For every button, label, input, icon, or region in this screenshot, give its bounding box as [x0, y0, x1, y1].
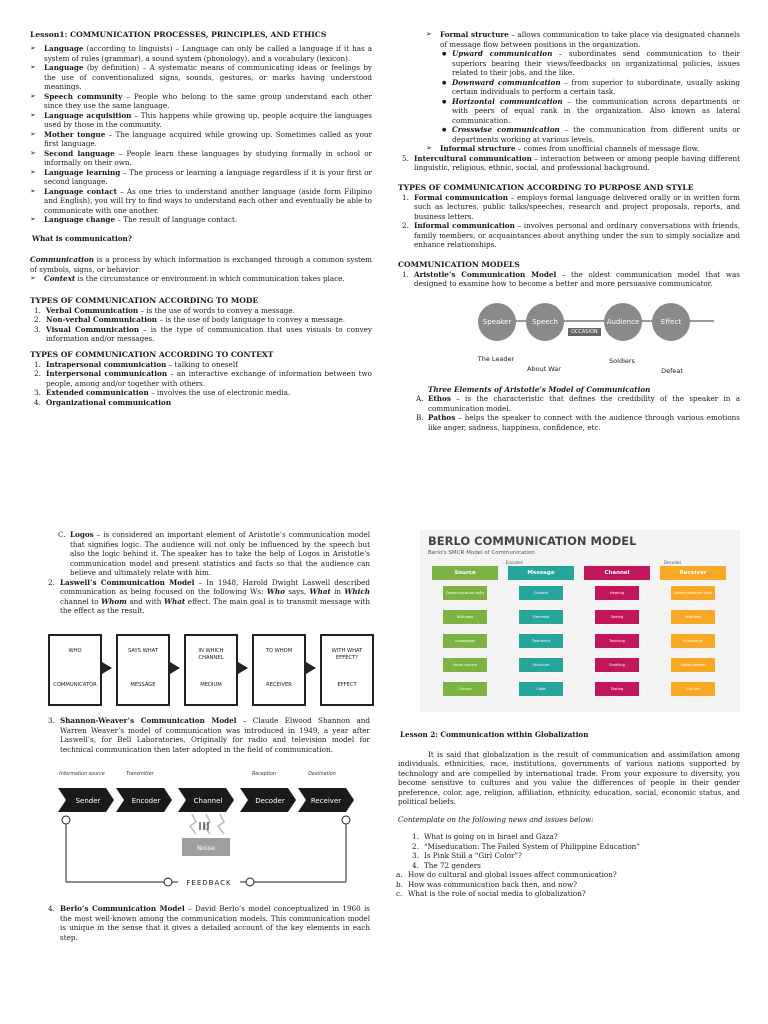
sw-label-info-source: Information source: [59, 772, 105, 777]
item-def: – is the use of body language to convey a message.: [157, 315, 345, 325]
term-def: – The language acquired while growing up. Sometimes called as your first language.: [44, 129, 373, 149]
terms-list: [30, 44, 372, 225]
laswell-box-bottom: COMMUNICATOR: [53, 682, 97, 688]
berlo-item: [44, 904, 370, 942]
laswell-list: [44, 578, 370, 616]
laswell-in: in: [330, 587, 345, 596]
aristotle-term: Aristotle’s Communication Model: [414, 269, 557, 279]
item-number: 2.: [402, 221, 409, 231]
item-text: How was communication back then, and now?: [408, 879, 578, 889]
berlo-item: Social system: [443, 658, 487, 672]
sw-node-channel: Channel: [193, 797, 223, 805]
item-def: – helps the speaker to connect with the audience through various emotions like anger, sadness, happiness, confidence, etc.: [428, 413, 740, 432]
laswell-box: [252, 634, 306, 706]
berlo-item: Attitudes: [671, 610, 715, 624]
context-item: [30, 274, 372, 284]
item-number: a.: [396, 870, 403, 879]
term-item: [30, 44, 372, 63]
berlo-number: 4.: [48, 904, 55, 913]
list-item: [408, 861, 740, 871]
term-def: – This happens while growing up, people acquire the languages used by those in the community.: [44, 110, 372, 130]
laswell-and: and with: [126, 596, 164, 606]
berlo-def: – David Berlo’s model conceptualized in 1960 is the most well-known among the communication models. This communication model is unique in the sense that it gives a detailed account of the key elements in each step.: [60, 904, 370, 942]
item-term: Verbal Communication: [46, 305, 139, 315]
item-number: 2.: [412, 841, 419, 851]
term-item: [30, 111, 372, 130]
item-number: 1.: [412, 832, 419, 841]
item-term: Organizational communication: [46, 397, 172, 407]
berlo-column-head: [660, 566, 726, 580]
item-term: Extended communication: [46, 388, 149, 398]
laswell-arrow-icon: [306, 662, 316, 674]
item-number: c.: [396, 889, 403, 898]
berlo-column-head-label: Message: [527, 570, 555, 576]
shannon-weaver-svg: [58, 770, 358, 894]
item-term: Ethos: [428, 394, 451, 404]
item-term: Intrapersonal communication: [46, 359, 167, 369]
laswell-box-bottom: MESSAGE: [130, 682, 156, 688]
berlo-item: Culture: [443, 682, 487, 696]
sw-label-transmitter: Transmitter: [126, 772, 154, 777]
shannon-number: 3.: [48, 716, 55, 725]
laswell-box: [184, 634, 238, 706]
laswell-who: Who: [266, 587, 285, 596]
berlo-column-head: [508, 566, 574, 580]
berlo-item: Seeing: [595, 610, 639, 624]
list-item: [30, 369, 372, 388]
item-term: Interpersonal communication: [46, 369, 168, 379]
item-number: 3.: [34, 324, 41, 334]
lesson2-paragraph: It is said that globalization is the result of communication and assimilation among individuals, ethnicities, race, institutions, governments of various nations supported by technology and are compelled by international trade. From your exposure to diversity, you become sensitive to cultures and you value the differences of people in their gender preference, color, age, religion, affiliation, ethnicity, education, social, economic status, and political beliefs.: [398, 749, 740, 806]
contemplate-line: Contemplate on the following news and issues below:: [398, 814, 594, 824]
item-def: – involves the use of electronic media.: [148, 388, 291, 398]
laswell-box-top: IN WHICH CHANNEL: [198, 648, 224, 661]
shannon-weaver-diagram: [58, 770, 358, 894]
list-item: [408, 851, 740, 861]
laswell-arrow-icon: [102, 662, 112, 674]
term-name: Language change: [44, 215, 116, 225]
page2-right-text: [398, 730, 740, 899]
formal-sub-list: [440, 49, 740, 144]
logos-letter: C.: [58, 530, 66, 539]
laswell-box-top: WITH WHAT EFFECT?: [331, 648, 363, 661]
item-text: The 72 genders: [424, 860, 481, 870]
berlo-encodes: Encodes: [506, 560, 523, 565]
berlo-item: Elements: [519, 610, 563, 624]
shannon-term: Shannon-Weaver’s Communication Model: [60, 716, 237, 725]
item-text: How do cultural and global issues affect communication?: [408, 870, 617, 879]
aristotle-node-effect: Effect: [652, 303, 690, 341]
questions-list: [392, 870, 740, 899]
logos-list: [54, 530, 370, 578]
sw-feedback-up-icon: [62, 816, 70, 824]
formal-sub-term: Horizontal communication: [452, 96, 563, 106]
context-term: Context: [44, 274, 76, 284]
laswell-box-top: SAYS WHAT: [128, 648, 158, 654]
laswell-box-bottom: RECEIVER: [266, 682, 292, 688]
term-def: (according to linguists) – Language can only be called a language if it has a system of rules (grammar), a sound system (phonology), and a vocabulary (lexicon).: [44, 44, 372, 63]
sw-node-decoder: Decoder: [255, 797, 285, 805]
berlo-column-head: [432, 566, 498, 580]
aristotle-label-war: About War: [527, 364, 561, 373]
communication-definition: [30, 255, 372, 274]
term-item: [30, 149, 372, 168]
term-name: Second language: [44, 148, 115, 158]
term-name: Language acquisition: [44, 110, 132, 120]
mode-heading: TYPES OF COMMUNICATION ACCORDING TO MODE: [30, 295, 259, 305]
laswell-term: Laswell’s Communication Model: [60, 577, 195, 587]
three-elements-title: Three Elements of Aristotle’s Model of Communication: [428, 384, 651, 394]
item-number: 3.: [34, 388, 41, 398]
page1-left-column: [30, 30, 372, 407]
list-item: [30, 398, 372, 408]
item-def: – an interactive exchange of information between two people, among and/or together with others.: [46, 369, 372, 388]
term-def: – The process or learning a language regardless if it is your first or second language.: [44, 167, 372, 187]
intercultural-def: – interaction between or among people having different linguistic, religious, ethnic, social, and professional background.: [414, 153, 740, 172]
berlo-item: Smelling: [595, 658, 639, 672]
laswell-what: What: [309, 587, 331, 596]
shannon-def: – Claude Elwood Shannon and Warren Weaver’s model of communication was introduced in 1949, a year after Laswell’s, for Bell Laboratories. Originally for radio and television model for technical communication then later adopted in the field of communication.: [60, 716, 370, 754]
aristotle-number: 1.: [402, 269, 409, 279]
laswell-diagram: [48, 634, 370, 706]
logos-term: Logos: [70, 530, 94, 539]
lesson1-title: Lesson1: COMMUNICATION PROCESSES, PRINCIPLES, AND ETHICS: [30, 30, 327, 39]
item-def: – is the use of words to convey a message.: [138, 305, 295, 315]
purpose-list: [398, 193, 740, 250]
shannon-text: [44, 716, 370, 754]
term-item: [30, 130, 372, 149]
structure-list: [398, 30, 740, 154]
list-item: [408, 832, 740, 842]
list-item: [30, 315, 372, 325]
aristotle-node-speaker: Speaker: [478, 303, 516, 341]
item-number: B.: [416, 413, 424, 423]
berlo-item: Hearing: [595, 586, 639, 600]
intercultural-list: [398, 154, 740, 173]
formal-sub-def: – the communication across departments or with peers of equal rank in the organization. Also known as lateral communication.: [452, 96, 740, 125]
what-is-communication: What is communication?: [32, 233, 132, 243]
berlo-item: Code: [519, 682, 563, 696]
aristotle-label-soldiers: Soldiers: [609, 356, 635, 365]
berlo-text: [44, 904, 370, 942]
berlo-list: [44, 904, 370, 942]
formal-sub-item: [440, 97, 740, 126]
term-item: [30, 168, 372, 187]
term-name: Speech community: [44, 91, 123, 101]
laswell-item: [44, 578, 370, 616]
item-term: Formal communication: [414, 192, 508, 202]
term-item: [30, 92, 372, 111]
sw-feedback-right-icon: [246, 878, 254, 886]
berlo-item: Content: [519, 586, 563, 600]
formal-sub-item: [440, 49, 740, 78]
laswell-def-1: – In 1948, Harold Dwight Laswell described communication as being focused on the following Ws:: [60, 577, 371, 596]
laswell-box-bottom: EFFECT: [337, 682, 357, 688]
aristotle-item: [398, 270, 740, 289]
page1-right-column: [398, 30, 740, 432]
item-text: What is the role of social media to globalization?: [408, 889, 586, 898]
item-def: – talking to oneself: [166, 359, 238, 369]
sw-node-sender: Sender: [75, 797, 101, 805]
laswell-arrow-icon: [238, 662, 248, 674]
berlo-item: Communication skills: [443, 586, 487, 600]
item-number: 3.: [412, 851, 419, 860]
formal-structure-term: Formal structure: [440, 30, 509, 39]
item-term: Non-verbal Communication: [46, 315, 158, 325]
item-number: b.: [396, 879, 403, 889]
laswell-box: [320, 634, 374, 706]
term-def: – People learn these languages by studying formally in school or informally on their own.: [44, 148, 372, 168]
item-number: 4.: [412, 860, 419, 870]
item-number: 4.: [34, 397, 41, 407]
laswell-what-effect: What: [163, 596, 186, 606]
item-number: 2.: [34, 315, 41, 325]
sw-feedback-label: FEEDBACK: [186, 879, 232, 887]
item-term: Informal communication: [414, 221, 515, 231]
berlo-item: Culture: [671, 682, 715, 696]
list-item: [412, 394, 740, 413]
item-number: 2.: [34, 369, 41, 379]
sw-label-reception: Reception: [251, 772, 277, 777]
item-number: 1.: [402, 192, 409, 202]
mode-list: [30, 306, 372, 344]
sw-node-encoder: Encoder: [131, 797, 161, 805]
list-item: [30, 306, 372, 316]
berlo-column-head-label: Receiver: [679, 570, 707, 576]
aristotle-label-defeat: Defeat: [661, 366, 683, 375]
berlo-column-head-label: Channel: [604, 570, 630, 576]
aristotle-node-audience: Audience: [604, 303, 642, 341]
laswell-channel: channel to: [60, 596, 102, 606]
list-item: [392, 880, 740, 890]
informal-structure-def: – comes from unofficial channels of message flow.: [515, 144, 700, 153]
informal-structure-term: Informal structure: [440, 144, 516, 153]
elements-list: [412, 394, 740, 432]
sw-noise-bolts: [190, 814, 224, 834]
formal-structure-def: – allows communication to take place via designated channels of message flow between positions in the organization.: [440, 30, 740, 49]
berlo-item: Communication skills: [671, 586, 715, 600]
item-number: A.: [416, 394, 424, 404]
occasion-tag: OCCASION: [568, 328, 601, 337]
aristotle-node-speech: Speech: [526, 303, 564, 341]
item-def: – is the characteristic that defines the credibility of the speaker in a communication model.: [428, 394, 740, 413]
formal-sub-def: – the communication from different units or departments working at various levels.: [452, 125, 740, 144]
formal-sub-term: Crosswise communication: [452, 125, 560, 134]
item-text: “Miseducation: The Failed System of Philippine Education”: [424, 841, 640, 851]
berlo-column-head-label: Source: [454, 570, 476, 576]
formal-sub-def: – from superior to subordinate, usually asking certain individuals to perform a certain task.: [452, 77, 740, 96]
laswell-number: 2.: [48, 577, 55, 587]
shannon-item: [44, 716, 370, 754]
berlo-diagram-subtitle: Berlo's SMCR Model of Communication: [428, 550, 535, 556]
shannon-list: [44, 716, 370, 754]
berlo-column-head: [584, 566, 650, 580]
laswell-box: [48, 634, 102, 706]
formal-structure-item: [426, 30, 740, 144]
list-item: [30, 360, 372, 370]
list-item: [398, 221, 740, 250]
item-term: Pathos: [428, 413, 456, 423]
list-item: [30, 325, 372, 344]
context-types-list: [30, 360, 372, 408]
list-item: [30, 388, 372, 398]
news-list: [408, 832, 740, 870]
item-def: – employs formal language delivered orally or in written form such as lectures, public talks/speeches, research and project proposals, reports, and business letters.: [414, 192, 740, 221]
laswell-says: says,: [284, 587, 310, 596]
berlo-diagram-title: BERLO COMMUNICATION MODEL: [428, 534, 637, 548]
context-list: [30, 274, 372, 284]
formal-sub-item: [440, 125, 740, 144]
intercultural-number: 5.: [402, 153, 409, 163]
formal-sub-def: – subordinates send communication to their superiors bearing their views/feedbacks on organizational policies, issues related to their jobs, and the like.: [452, 49, 741, 77]
berlo-item: Structure: [519, 658, 563, 672]
laswell-tail: effect. The main goal is to transmit message with the effect as the result.: [60, 596, 370, 615]
context-heading: TYPES OF COMMUNICATION ACCORDING TO CONTEXT: [30, 349, 274, 359]
berlo-diagram: [420, 530, 740, 712]
berlo-decodes: Decodes: [664, 560, 682, 565]
term-name: Mother tongue: [44, 129, 106, 139]
laswell-box-bottom: MEDIUM: [200, 682, 222, 688]
term-item: [30, 215, 372, 225]
list-item: [392, 870, 740, 880]
page2-left-column: [44, 530, 370, 616]
lesson2-title: Lesson 2: Communication within Globalization: [400, 730, 589, 739]
berlo-item: Treatment: [519, 634, 563, 648]
item-text: What is going on in Israel and Gaza?: [424, 832, 558, 841]
models-heading: COMMUNICATION MODELS: [398, 259, 520, 269]
item-term: Visual Communication: [46, 324, 140, 334]
berlo-item: Attitudes: [443, 610, 487, 624]
laswell-arrow-icon: [170, 662, 180, 674]
berlo-item: Knowledge: [443, 634, 487, 648]
item-number: 1.: [34, 359, 41, 369]
sw-noise-label: Noise: [196, 844, 216, 852]
term-name: Language: [44, 63, 84, 73]
berlo-term: Berlo’s Communication Model: [60, 904, 185, 913]
berlo-item: Knowledge: [671, 634, 715, 648]
laswell-which: Which: [344, 587, 370, 596]
aristotle-label-leader: The Leader: [477, 354, 515, 363]
laswell-box: [116, 634, 170, 706]
term-name: Language contact: [44, 186, 117, 196]
list-item: [408, 842, 740, 852]
formal-sub-term: Downward communication: [452, 77, 561, 87]
aristotle-def: – the oldest communication model that was designed to examine how to become a better and more persuasive communicator.: [414, 269, 740, 289]
term-def: – The result of language contact.: [115, 215, 238, 225]
formal-sub-term: Upward communication: [452, 49, 553, 58]
logos-item: [54, 530, 370, 578]
laswell-box-top: WHO: [68, 648, 82, 654]
purpose-heading: TYPES OF COMMUNICATION ACCORDING TO PURPOSE AND STYLE: [398, 182, 694, 192]
sw-feedback-left-icon: [164, 878, 172, 886]
laswell-box-top: TO WHOM: [265, 648, 293, 654]
communication-term: Communication: [30, 255, 95, 265]
sw-label-destination: Destination: [308, 772, 336, 777]
term-def: – People who belong to the same group understand each other since they use the same language.: [44, 91, 372, 111]
sw-feedback-down-icon: [342, 816, 350, 824]
berlo-item: Tasting: [595, 682, 639, 696]
intercultural-term: Intercultural communication: [414, 153, 532, 163]
item-number: 1.: [34, 305, 41, 315]
term-item: [30, 63, 372, 92]
context-def: is the circumstance or environment in which communication takes place.: [75, 274, 345, 284]
aristotle-list: [398, 270, 740, 289]
item-def: – involves personal and ordinary conversations with friends, family members, or acquaintances about anything under the sun to simply socialize and enhance relationships.: [414, 221, 741, 250]
term-def: – As one tries to understand another language (aside form Filipino and English), you will try to find ways to understand each other and eventually be able to communicate with one another.: [44, 186, 372, 215]
list-item: [392, 889, 740, 899]
aristotle-diagram: [398, 297, 740, 381]
berlo-item: Social system: [671, 658, 715, 672]
laswell-whom: Whom: [101, 596, 127, 606]
informal-structure-item: [426, 144, 740, 154]
term-name: Language learning: [44, 167, 121, 177]
communication-def: is a process by which information is exchanged through a common system of symbols, signs, or behavior: [30, 255, 372, 274]
sw-node-receiver: Receiver: [310, 797, 342, 805]
term-name: Language: [44, 44, 84, 54]
intercultural-item: [398, 154, 740, 173]
formal-sub-item: [440, 78, 740, 97]
term-item: [30, 187, 372, 216]
list-item: [398, 193, 740, 222]
logos-def: – is considered an important element of Aristotle’s communication model that signifies logic. The audience will not only be influenced by the speech but also the logic behind it. The speaker has to take the help of Logos in Aristotle’s communication model and present statistics and facts so that the audience can believe and ultimately relate with him.: [70, 530, 370, 577]
term-def: (by definition) – A systematic means of communicating ideas or feelings by the use of conventionalized signs, sounds, gestures, or marks having understood meanings.: [44, 63, 372, 92]
item-text: Is Pink Still a “Girl Color”?: [424, 851, 522, 860]
item-def: – is the type of communication that uses visuals to convey information and/or messages.: [46, 324, 372, 344]
list-item: [412, 413, 740, 432]
berlo-item: Touching: [595, 634, 639, 648]
